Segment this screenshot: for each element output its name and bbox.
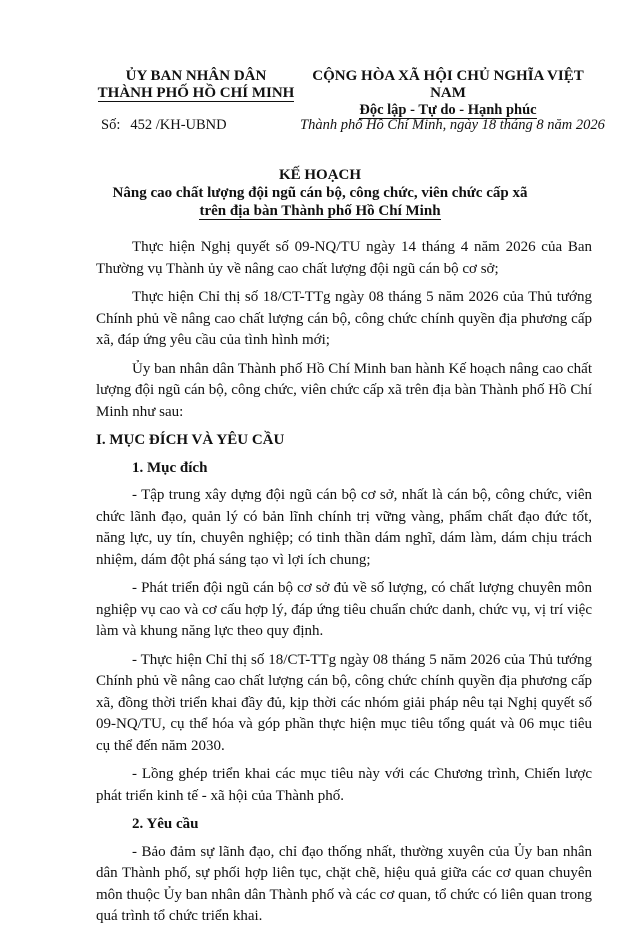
- purpose-item-3: - Thực hiện Chỉ thị số 18/CT-TTg ngày 08 tháng 5 năm 2026 của Thủ tướng Chính phủ về nâng cao chất lượng cán bộ, công chức chính quyền địa phương cấp xã, đồng thời triển khai đầy đủ, kịp thời các nhóm giải pháp nêu tại Nghị quyết số 09-NQ/TU, cụ thể hóa và góp phần thực hiện mục tiêu tổng quát và 06 mục tiêu cụ thể đến năm 2030.: [96, 651, 592, 754]
- intro-paragraph-1: Thực hiện Nghị quyết số 09-NQ/TU ngày 14 tháng 4 năm 2026 của Ban Thường vụ Thành ủy về nâng cao chất lượng đội ngũ cán bộ cơ sở;: [96, 239, 592, 277]
- national-motto: Độc lập - Tự do - Hạnh phúc: [359, 102, 537, 118]
- intro-paragraph-2: Thực hiện Chỉ thị số 18/CT-TTg ngày 08 tháng 5 năm 2026 của Thủ tướng Chính phủ về nâng cao chất lượng cán bộ, công chức chính quyền địa phương cấp xã, đáp ứng yêu cầu của tình hình mới;: [96, 289, 592, 348]
- subsection-2-heading: 2. Yêu cầu: [132, 816, 199, 832]
- document-number: [101, 117, 227, 134]
- title-subject-line-2: trên địa bàn Thành phố Hồ Chí Minh: [199, 203, 441, 219]
- purpose-item-1: - Tập trung xây dựng đội ngũ cán bộ cơ sở, nhất là cán bộ, công chức, viên chức lãnh đạo, quản lý có bản lĩnh chính trị vững vàng, phẩm chất đạo đức tốt, năng lực, uy tín, chuyên nghiệp; có tinh thần dám nghĩ, dám làm, dám chịu trách nhiệm, dám đột phá sáng tạo vì lợi ích chung;: [96, 487, 592, 568]
- issuing-authority: [96, 68, 296, 102]
- number-suffix: /KH-UBND: [155, 117, 227, 133]
- authority-line-1: ỦY BAN NHÂN DÂN: [125, 68, 267, 84]
- authority-line-2: THÀNH PHỐ HỒ CHÍ MINH: [97, 85, 295, 101]
- national-title: CỘNG HÒA XÃ HỘI CHỦ NGHĨA VIỆT NAM: [312, 68, 584, 101]
- purpose-item-4: - Lồng ghép triển khai các mục tiêu này với các Chương trình, Chiến lược phát triển kinh tế - xã hội của Thành phố.: [96, 766, 592, 804]
- requirement-item-1: - Bảo đảm sự lãnh đạo, chỉ đạo thống nhất, thường xuyên của Ủy ban nhân dân Thành phố, sự phối hợp liên tục, chặt chẽ, hiệu quả giữa các cơ quan chuyên môn thuộc Ủy ban nhân dân Thành phố và các cơ quan, tổ chức có liên quan trong quá trình tổ chức triển khai.: [96, 843, 592, 924]
- title-subject-line-1: Nâng cao chất lượng đội ngũ cán bộ, công chức, viên chức cấp xã: [112, 185, 528, 201]
- national-header: [298, 68, 598, 119]
- number-value: 452: [130, 117, 153, 133]
- document-body: [96, 237, 592, 932]
- section-1-heading: I. MỤC ĐÍCH VÀ YÊU CẦU: [96, 432, 285, 448]
- subsection-1-heading: 1. Mục đích: [132, 459, 208, 476]
- number-label: Số:: [101, 117, 121, 133]
- intro-paragraph-3: Ủy ban nhân dân Thành phố Hồ Chí Minh ban hành Kế hoạch nâng cao chất lượng đội ngũ cán bộ, công chức, viên chức cấp xã trên địa bàn Thành phố Hồ Chí Minh như sau:: [96, 360, 592, 420]
- place-date: Thành phố Hồ Chí Minh, ngày 18 tháng 8 năm 2026: [300, 117, 605, 133]
- document-title: [80, 166, 560, 220]
- title-main: KẾ HOẠCH: [278, 167, 362, 183]
- purpose-item-2: - Phát triển đội ngũ cán bộ cơ sở đủ về số lượng, có chất lượng chuyên môn nghiệp vụ cao và cơ cấu hợp lý, đáp ứng tiêu chuẩn chức danh, chức vụ, vị trí việc làm và khung năng lực theo quy định.: [96, 580, 592, 639]
